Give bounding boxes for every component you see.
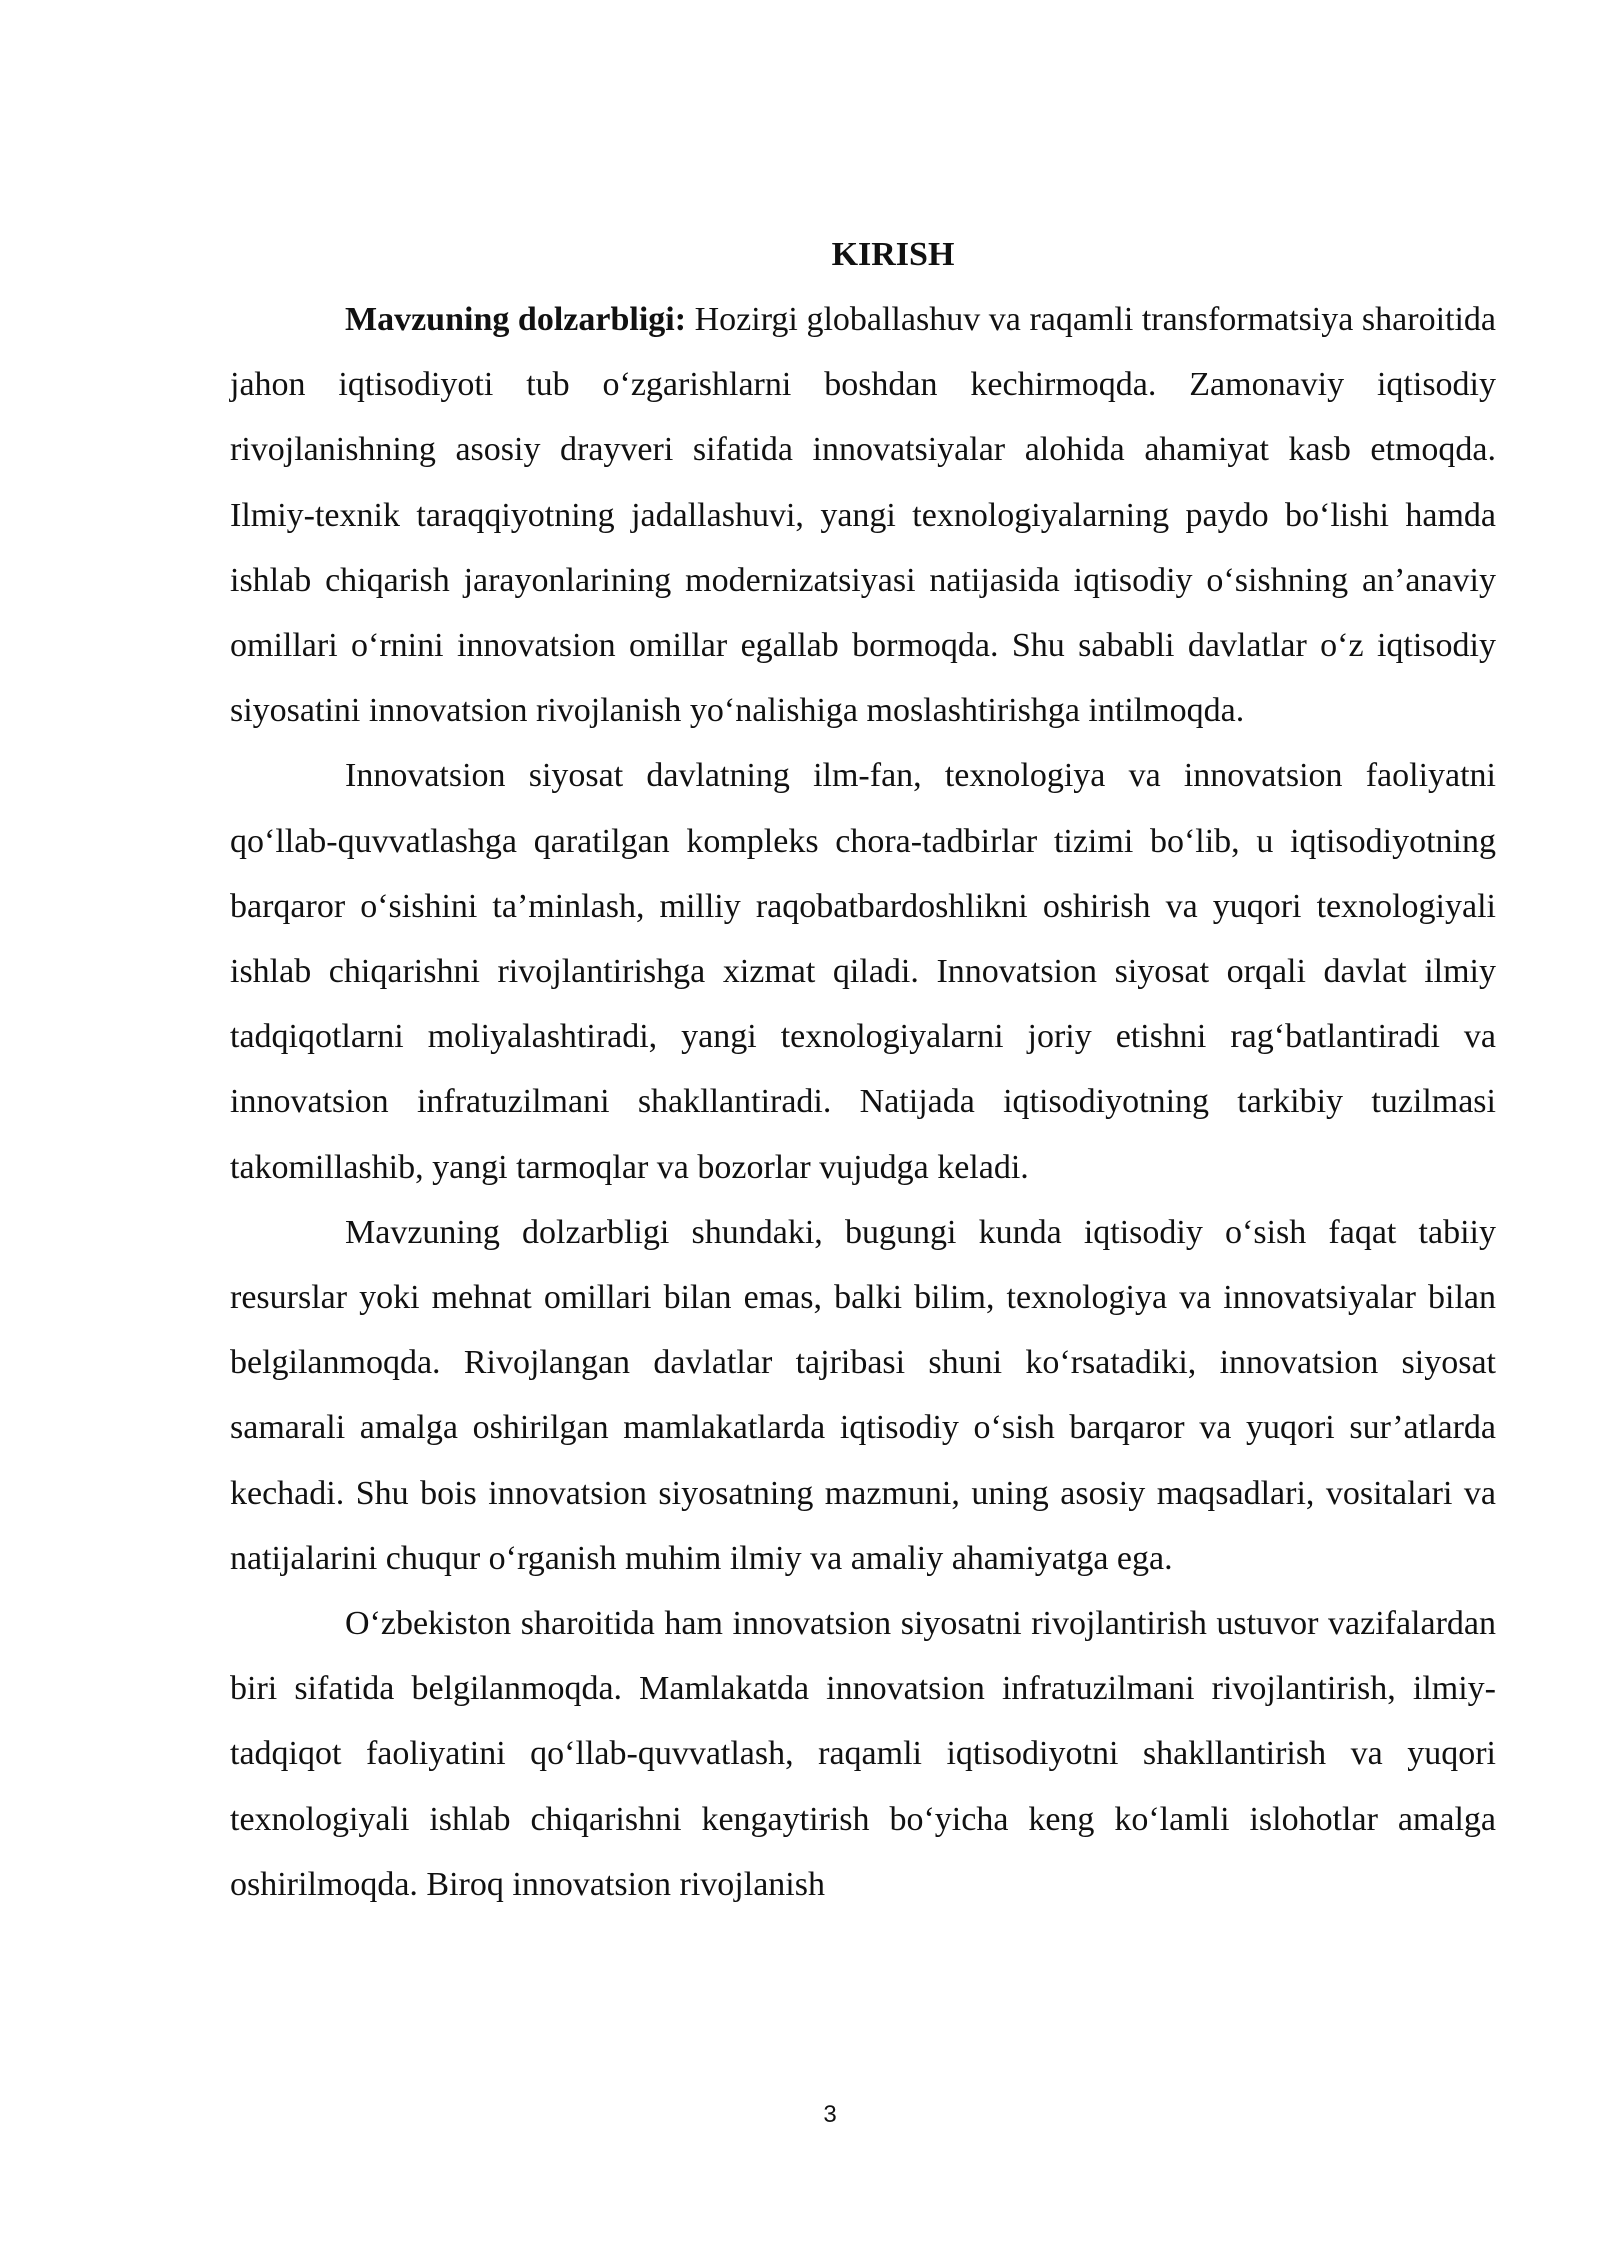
page-number: 3: [823, 2101, 837, 2128]
paragraph-relevance: [230, 287, 1496, 743]
paragraph-topic-relevance: Mavzuning dolzarbligi shundaki, bugungi kunda iqtisodiy o‘sish faqat tabiiy resurslar yoki mehnat omillari bilan emas, balki bilim, texnologiya va innovatsiyalar bilan belgilanmoqda. Rivojlangan davlatlar tajribasi shuni ko‘rsatadiki, innovatsion siyosat samarali amalga oshirilgan mamlakatlarda iqtisodiy o‘sish barqaror va yuqori sur’atlarda kechadi. Shu bois innovatsion siyosatning mazmuni, uning asosiy maqsadlari, vositalari va natijalarini chuqur o‘rganish muhim ilmiy va amaliy ahamiyatga ega.: [230, 1213, 1496, 1577]
page-content: [230, 222, 1496, 1917]
paragraph-text: Hozirgi globallashuv va raqamli transformatsiya sharoitida jahon iqtisodiyoti tub o‘zgarishlarni boshdan kechirmoqda. Zamonaviy iqtisodiy rivojlanishning asosiy drayveri sifatida innovatsiyalar alohida ahamiyat kasb etmoqda. Ilmiy-texnik taraqqiyotning jadallashuvi, yangi texnologiyalarning paydo bo‘lishi hamda ishlab chiqarish jarayonlarining modernizatsiyasi natijasida iqtisodiy o‘sishning an’anaviy omillari o‘rnini innovatsion omillar egallab bormoqda. Shu sababli davlatlar o‘z iqtisodiy siyosatini innovatsion rivojlanish yo‘nalishiga moslashtirishga intilmoqda.: [230, 301, 1496, 730]
paragraph-innovation-policy: Innovatsion siyosat davlatning ilm-fan, texnologiya va innovatsion faoliyatni qo‘llab-quvvatlashga qaratilgan kompleks chora-tadbirlar tizimi bo‘lib, u iqtisodiyotning barqaror o‘sishini ta’minlash, milliy raqobatbardoshlikni oshirish va yuqori texnologiyali ishlab chiqarishni rivojlantirishga xizmat qiladi. Innovatsion siyosat orqali davlat ilmiy tadqiqotlarni moliyalashtiradi, yangi texnologiyalarni joriy etishni rag‘batlantiradi va innovatsion infratuzilmani shakllantiradi. Natijada iqtisodiyotning tarkibiy tuzilmasi takomillashib, yangi tarmoqlar va bozorlar vujudga keladi.: [230, 757, 1496, 1186]
section-title: KIRISH: [831, 236, 955, 273]
paragraph-uzbekistan: O‘zbekiston sharoitida ham innovatsion siyosatni rivojlantirish ustuvor vazifalardan biri sifatida belgilanmoqda. Mamlakatda innovatsion infratuzilmani rivojlantirish, ilmiy-tadqiqot faoliyatini qo‘llab-quvvatlash, raqamli iqtisodiyotni shakllantirish va yuqori texnologiyali ishlab chiqarishni kengaytirish bo‘yicha keng ko‘lamli islohotlar amalga oshirilmoqda. Biroq innovatsion rivojlanish: [230, 1605, 1496, 1903]
paragraph-lead: Mavzuning dolzarbligi:: [345, 301, 687, 338]
